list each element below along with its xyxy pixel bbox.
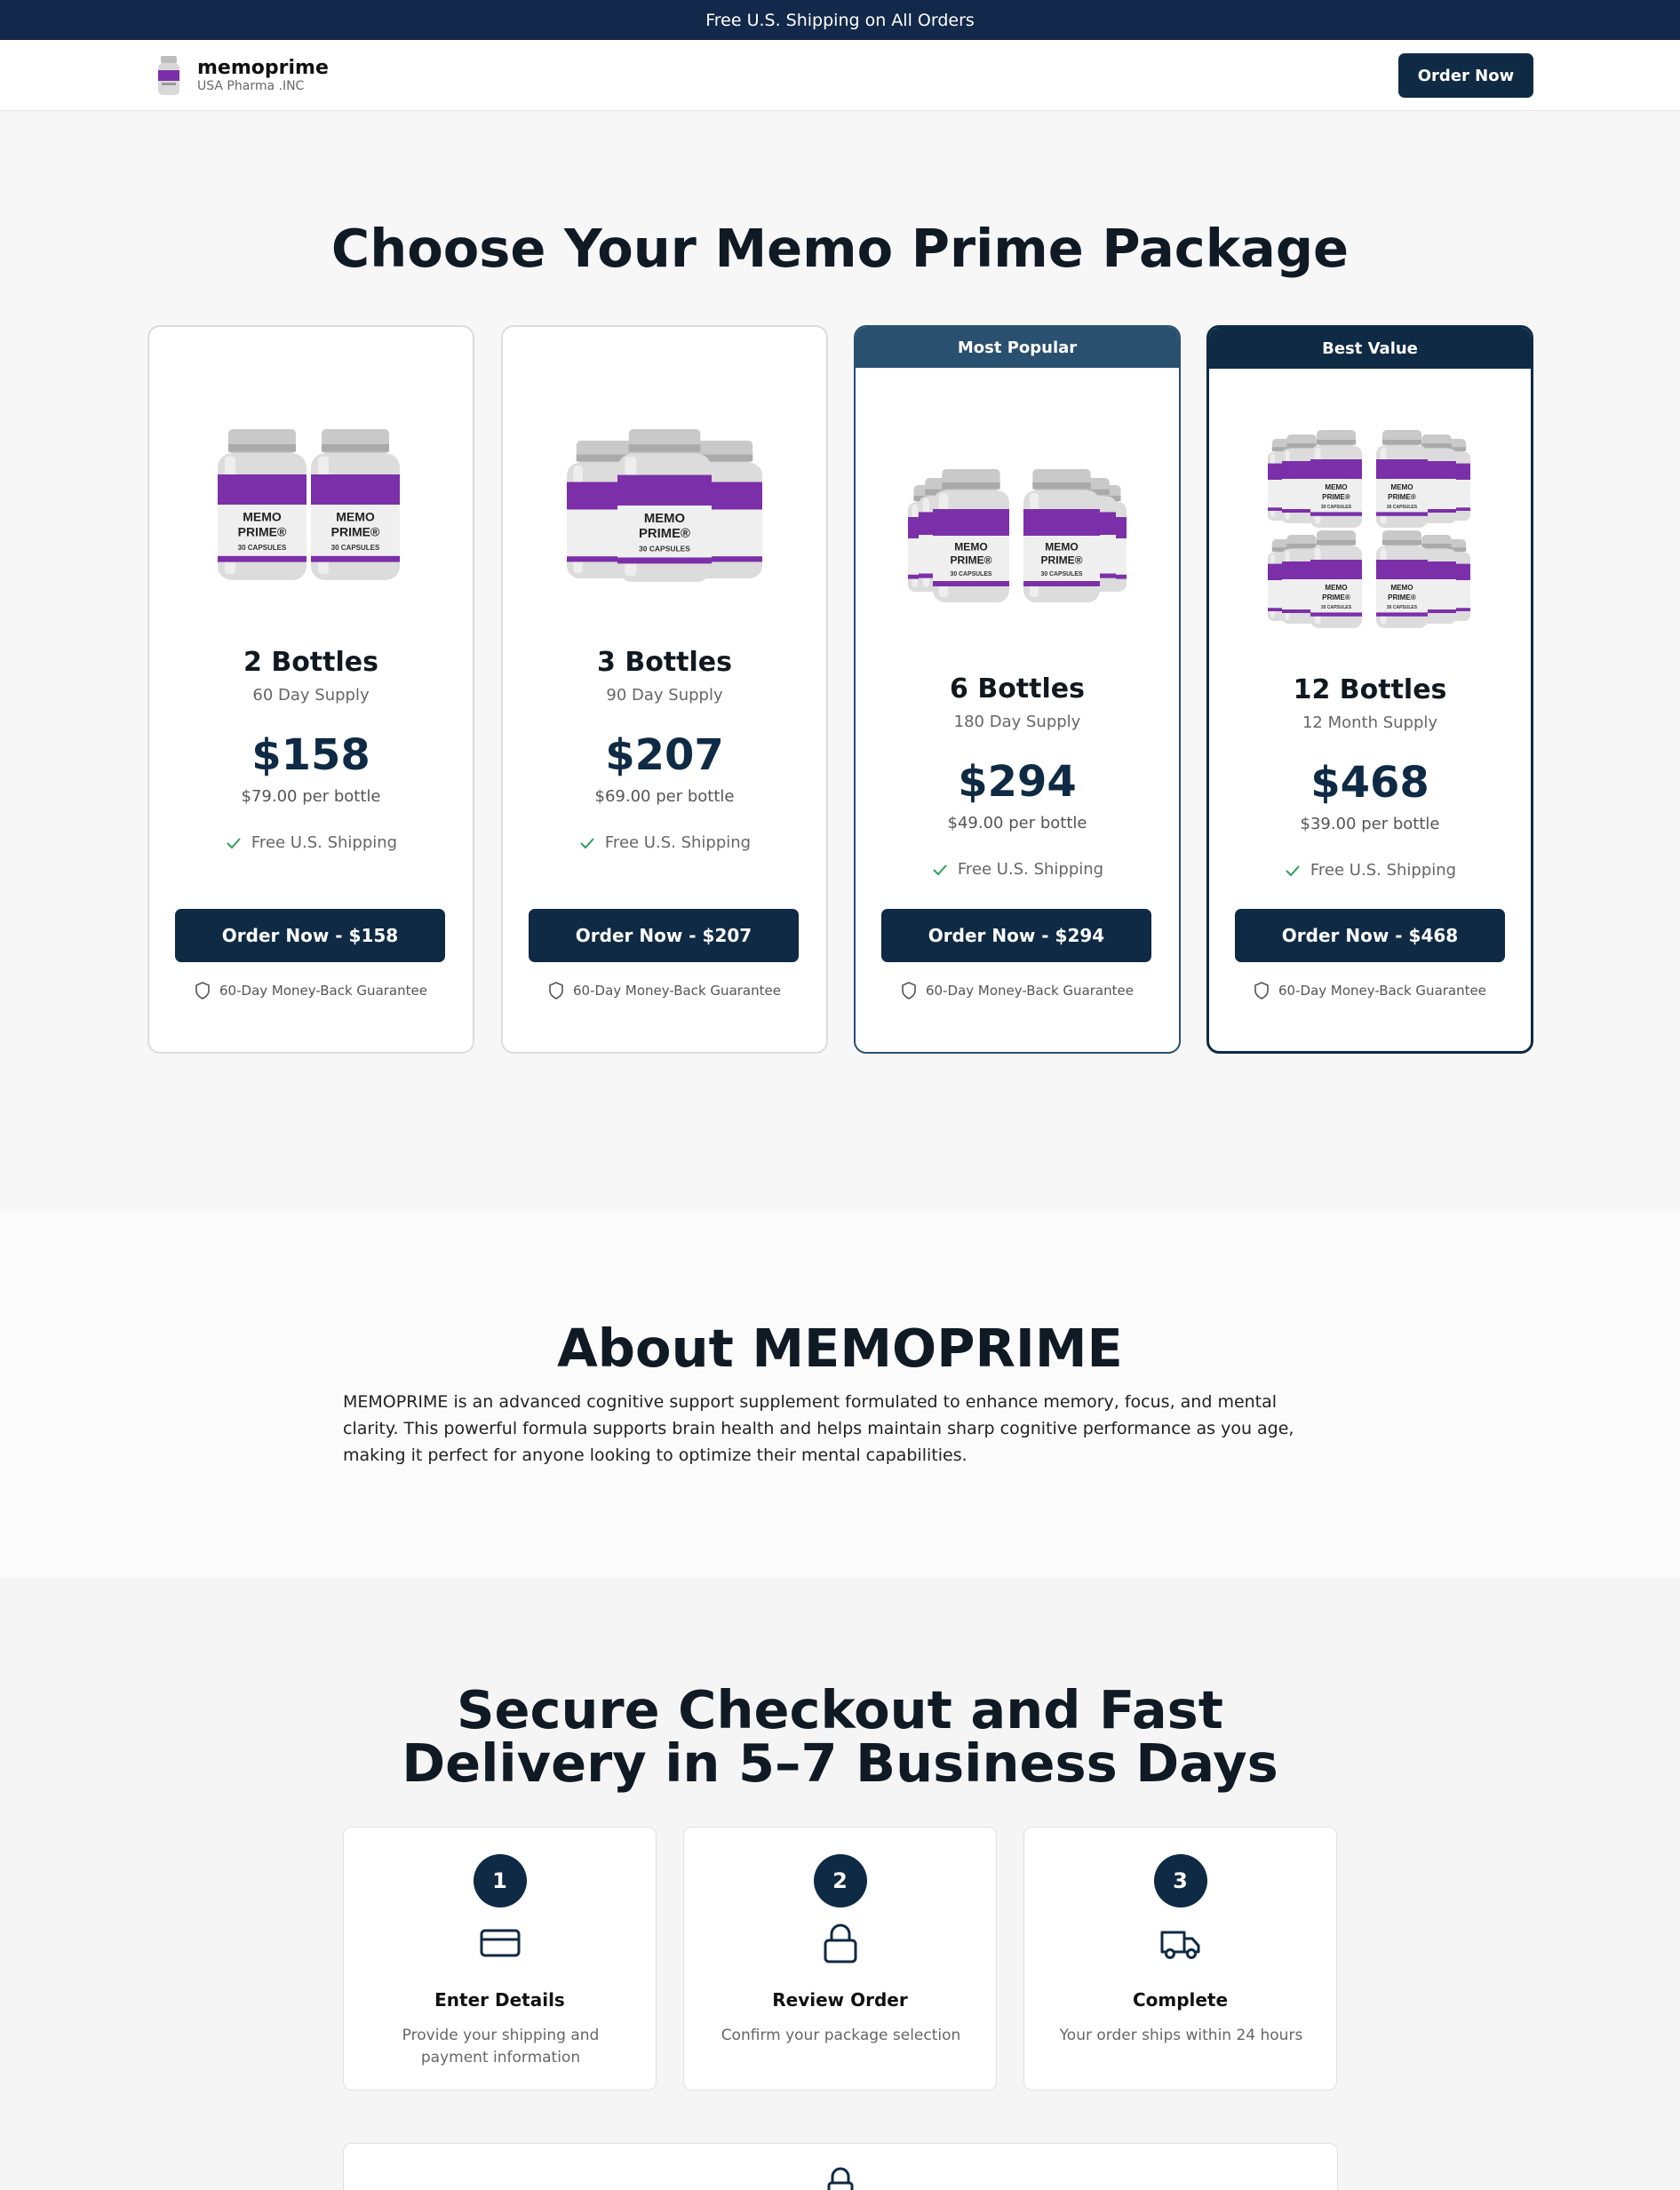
order-button-12-bottles[interactable]: Order Now - $468 bbox=[1235, 909, 1505, 962]
shield-icon bbox=[548, 982, 564, 999]
step-number: 3 bbox=[1154, 1854, 1207, 1907]
step-number: 2 bbox=[814, 1854, 867, 1907]
svg-text:PRIME®: PRIME® bbox=[950, 553, 992, 567]
package-price: $294 bbox=[958, 757, 1077, 807]
about-text: MEMOPRIME is an advanced cognitive support supplement formulated to enhance memory, focus, and mental clarity. This powerful formula supports brain health and helps maintain sharp cognitive performance as you age, making it perfect for anyone looking to optimize their mental capabilities. bbox=[343, 1392, 1294, 1465]
step-description: Your order ships within 24 hours bbox=[1059, 2027, 1303, 2044]
guarantee-text: 60-Day Money-Back Guarantee bbox=[573, 983, 781, 999]
svg-text:30 CAPSULES: 30 CAPSULES bbox=[1040, 571, 1083, 577]
product-image-2-bottles bbox=[209, 416, 413, 585]
announcement-text: Free U.S. Shipping on All Orders bbox=[705, 10, 975, 30]
svg-text:30 CAPSULES: 30 CAPSULES bbox=[330, 544, 380, 552]
guarantee-note bbox=[856, 982, 1179, 999]
bottle-graphic bbox=[1310, 430, 1362, 528]
bottle-graphic bbox=[1376, 530, 1428, 628]
package-per-bottle: $69.00 per bottle bbox=[594, 787, 735, 806]
brand-subtitle: USA Pharma .INC bbox=[197, 79, 305, 93]
order-button-6-bottles[interactable]: Order Now - $294 bbox=[881, 909, 1151, 962]
shipping-text: Free U.S. Shipping bbox=[957, 860, 1104, 879]
svg-text:PRIME®: PRIME® bbox=[1322, 593, 1350, 602]
checkout-title-line1: Secure Checkout and Fast bbox=[457, 1679, 1223, 1740]
svg-text:30 CAPSULES: 30 CAPSULES bbox=[1320, 605, 1352, 610]
step-title: Enter Details bbox=[434, 1989, 565, 2011]
check-icon bbox=[578, 834, 596, 852]
package-card-6-bottles bbox=[854, 325, 1181, 1054]
checkout-step-2 bbox=[683, 1827, 997, 2090]
shipping-text: Free U.S. Shipping bbox=[604, 833, 752, 852]
package-supply: 90 Day Supply bbox=[606, 686, 723, 705]
step-description: Confirm your package selection bbox=[721, 2027, 961, 2044]
package-supply: 180 Day Supply bbox=[953, 713, 1081, 731]
package-card-3-bottles bbox=[501, 325, 828, 1054]
svg-text:30 CAPSULES: 30 CAPSULES bbox=[1320, 505, 1352, 510]
checkout-title-line2: Delivery in 5–7 Business Days bbox=[402, 1732, 1278, 1794]
bottle-graphic bbox=[933, 469, 1009, 602]
bottle-graphic bbox=[617, 429, 712, 582]
svg-text:MEMO: MEMO bbox=[1390, 584, 1413, 593]
checkout-section bbox=[0, 1577, 1680, 2190]
shield-icon bbox=[901, 982, 917, 999]
package-per-bottle: $39.00 per bottle bbox=[1300, 815, 1440, 833]
checkout-step-1 bbox=[343, 1827, 657, 2090]
guarantee-note bbox=[503, 982, 826, 999]
svg-text:30 CAPSULES: 30 CAPSULES bbox=[1386, 605, 1418, 610]
package-name: 6 Bottles bbox=[950, 673, 1085, 705]
step-title: Complete bbox=[1132, 1989, 1229, 2011]
checkout-title bbox=[0, 1679, 1680, 1794]
guarantee-note bbox=[149, 982, 473, 999]
product-image-3-bottles bbox=[562, 416, 767, 585]
packages-title: Choose Your Memo Prime Package bbox=[330, 218, 1350, 279]
svg-text:MEMO: MEMO bbox=[954, 540, 988, 553]
package-supply: 60 Day Supply bbox=[252, 686, 370, 705]
order-button-2-bottles[interactable]: Order Now - $158 bbox=[175, 909, 445, 962]
svg-text:30 CAPSULES: 30 CAPSULES bbox=[639, 544, 690, 553]
truck-icon bbox=[1159, 1922, 1202, 1964]
svg-text:PRIME®: PRIME® bbox=[1388, 493, 1416, 502]
lock-icon bbox=[819, 1922, 862, 1964]
svg-text:PRIME®: PRIME® bbox=[639, 527, 690, 542]
svg-text:PRIME®: PRIME® bbox=[1388, 593, 1416, 602]
product-image-6-bottles bbox=[906, 442, 1128, 611]
package-per-bottle: $49.00 per bottle bbox=[947, 814, 1087, 832]
bottle-graphic bbox=[311, 429, 400, 580]
shipping-note bbox=[503, 833, 826, 852]
bottle-graphic bbox=[1310, 530, 1362, 628]
package-per-bottle: $79.00 per bottle bbox=[241, 787, 381, 806]
package-supply: 12 Month Supply bbox=[1302, 713, 1438, 732]
svg-text:30 CAPSULES: 30 CAPSULES bbox=[950, 571, 992, 577]
svg-text:MEMO: MEMO bbox=[1045, 540, 1079, 553]
svg-text:PRIME®: PRIME® bbox=[330, 524, 380, 539]
guarantee-text: 60-Day Money-Back Guarantee bbox=[1278, 983, 1486, 999]
brand-name: memoprime bbox=[197, 57, 329, 79]
about-title: About MEMOPRIME bbox=[557, 1318, 1123, 1379]
announcement-bar bbox=[0, 0, 1680, 40]
guarantee-note bbox=[1209, 982, 1531, 999]
package-name: 3 Bottles bbox=[597, 647, 732, 678]
shield-icon bbox=[1254, 982, 1270, 999]
shipping-note bbox=[149, 833, 473, 852]
svg-text:MEMO: MEMO bbox=[643, 511, 686, 526]
navbar bbox=[0, 40, 1680, 111]
shipping-note bbox=[856, 860, 1179, 879]
nav-order-button[interactable]: Order Now bbox=[1398, 53, 1533, 98]
step-number: 1 bbox=[474, 1854, 527, 1907]
svg-text:MEMO: MEMO bbox=[1390, 483, 1413, 492]
product-image-12-bottles bbox=[1268, 426, 1472, 630]
svg-text:30 CAPSULES: 30 CAPSULES bbox=[1386, 505, 1418, 510]
lock-icon bbox=[824, 2167, 856, 2190]
package-name: 2 Bottles bbox=[243, 647, 378, 678]
credit-card-icon bbox=[479, 1922, 522, 1964]
about-section bbox=[0, 1211, 1680, 1577]
package-card-12-bottles bbox=[1206, 325, 1533, 1054]
bottle-logo-icon bbox=[153, 54, 185, 97]
brand[interactable] bbox=[153, 54, 329, 97]
bottle-graphic bbox=[218, 429, 307, 580]
best-value-ribbon: Best Value bbox=[1209, 328, 1531, 369]
checkout-step-3 bbox=[1023, 1827, 1337, 2090]
most-popular-ribbon: Most Popular bbox=[856, 327, 1179, 368]
package-price: $207 bbox=[605, 730, 724, 780]
order-button-3-bottles[interactable]: Order Now - $207 bbox=[529, 909, 799, 962]
guarantee-text: 60-Day Money-Back Guarantee bbox=[219, 983, 427, 999]
package-name: 12 Bottles bbox=[1293, 674, 1447, 705]
guarantee-text: 60-Day Money-Back Guarantee bbox=[926, 983, 1134, 999]
svg-text:MEMO: MEMO bbox=[243, 509, 282, 524]
svg-text:MEMO: MEMO bbox=[1325, 483, 1348, 492]
svg-text:30 CAPSULES: 30 CAPSULES bbox=[237, 544, 287, 552]
packages-section bbox=[0, 111, 1680, 1211]
bottle-graphic bbox=[1376, 430, 1428, 528]
svg-text:PRIME®: PRIME® bbox=[1322, 493, 1350, 502]
check-icon bbox=[931, 861, 949, 879]
step-title: Review Order bbox=[772, 1989, 908, 2011]
package-card-2-bottles bbox=[147, 325, 474, 1054]
svg-text:MEMO: MEMO bbox=[1325, 584, 1348, 593]
svg-text:PRIME®: PRIME® bbox=[1040, 553, 1083, 567]
shipping-note bbox=[1209, 861, 1531, 880]
shipping-text: Free U.S. Shipping bbox=[251, 833, 398, 852]
step-description: Provide your shipping and payment information bbox=[402, 2027, 600, 2067]
check-icon bbox=[225, 834, 243, 852]
package-price: $158 bbox=[251, 730, 370, 780]
svg-text:PRIME®: PRIME® bbox=[237, 524, 287, 539]
check-icon bbox=[1284, 862, 1302, 880]
bottle-graphic bbox=[1023, 469, 1100, 602]
shipping-text: Free U.S. Shipping bbox=[1310, 861, 1457, 880]
svg-text:MEMO: MEMO bbox=[336, 509, 375, 524]
shield-icon bbox=[195, 982, 211, 999]
package-price: $468 bbox=[1310, 758, 1429, 808]
payment-info-card bbox=[343, 2143, 1338, 2190]
